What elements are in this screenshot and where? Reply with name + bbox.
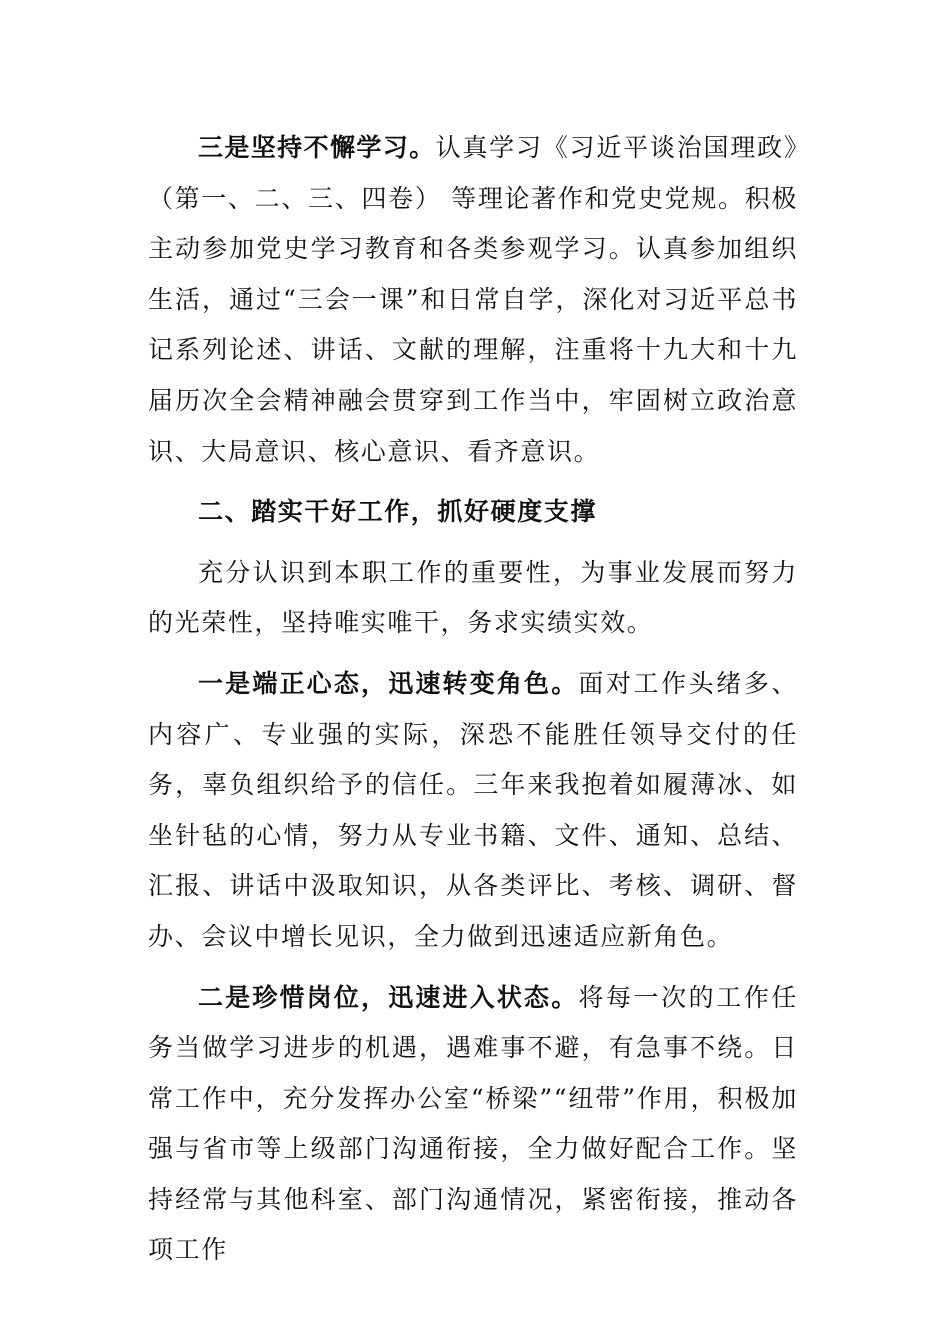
paragraph-position <box>148 973 798 1277</box>
paragraph-lead: 一是端正心态，迅速转变角色。 <box>198 668 579 698</box>
paragraph-mindset <box>148 659 798 963</box>
paragraph-lead: 三是坚持不懈学习。 <box>198 133 436 162</box>
paragraph-text: 将每一次的工作任务当做学习进步的机遇，遇难事不避，有急事不绕。日常工作中，充分发挥办公室“桥梁”“纽带”作用，积极加强与省市等上级部门沟通衔接，全力做好配合工作。坚持经常与其他科室、部门沟通情况，紧密衔接，推动各项工作 <box>148 982 798 1265</box>
paragraph-intro <box>148 548 798 649</box>
paragraph-text: 认真学习《习近平谈治国理政》（第一、二、三、四卷） 等理论著作和党史党规。积极主动参加党史学习教育和各类参观学习。认真参加组织生活，通过“三会一课”和日常自学，深化对习近平总书记系列论述、讲话、文献的理解，注重将十九大和十九届历次全会精神融会贯穿到工作当中，牢固树立政治意识、大局意识、核心意识、看齐意识。 <box>148 133 798 466</box>
paragraph-lead: 二是珍惜岗位，迅速进入状态。 <box>198 982 579 1012</box>
paragraph-text: 面对工作头绪多、内容广、专业强的实际，深恐不能胜任领导交付的任务，辜负组织给予的信任。三年来我抱着如履薄冰、如坐针毡的心情，努力从专业书籍、文件、通知、总结、汇报、讲话中汲取知识，从各类评比、考核、调研、督办、会议中增长见识，全力做到迅速适应新角色。 <box>148 668 798 951</box>
paragraph-study <box>148 123 798 477</box>
document-body <box>148 123 798 1276</box>
paragraph-text: 充分认识到本职工作的重要性，为事业发展而努力的光荣性，坚持唯实唯干，务求实绩实效。 <box>148 557 798 638</box>
section-heading: 二、踏实干好工作，抓好硬度支撑 <box>198 497 598 527</box>
